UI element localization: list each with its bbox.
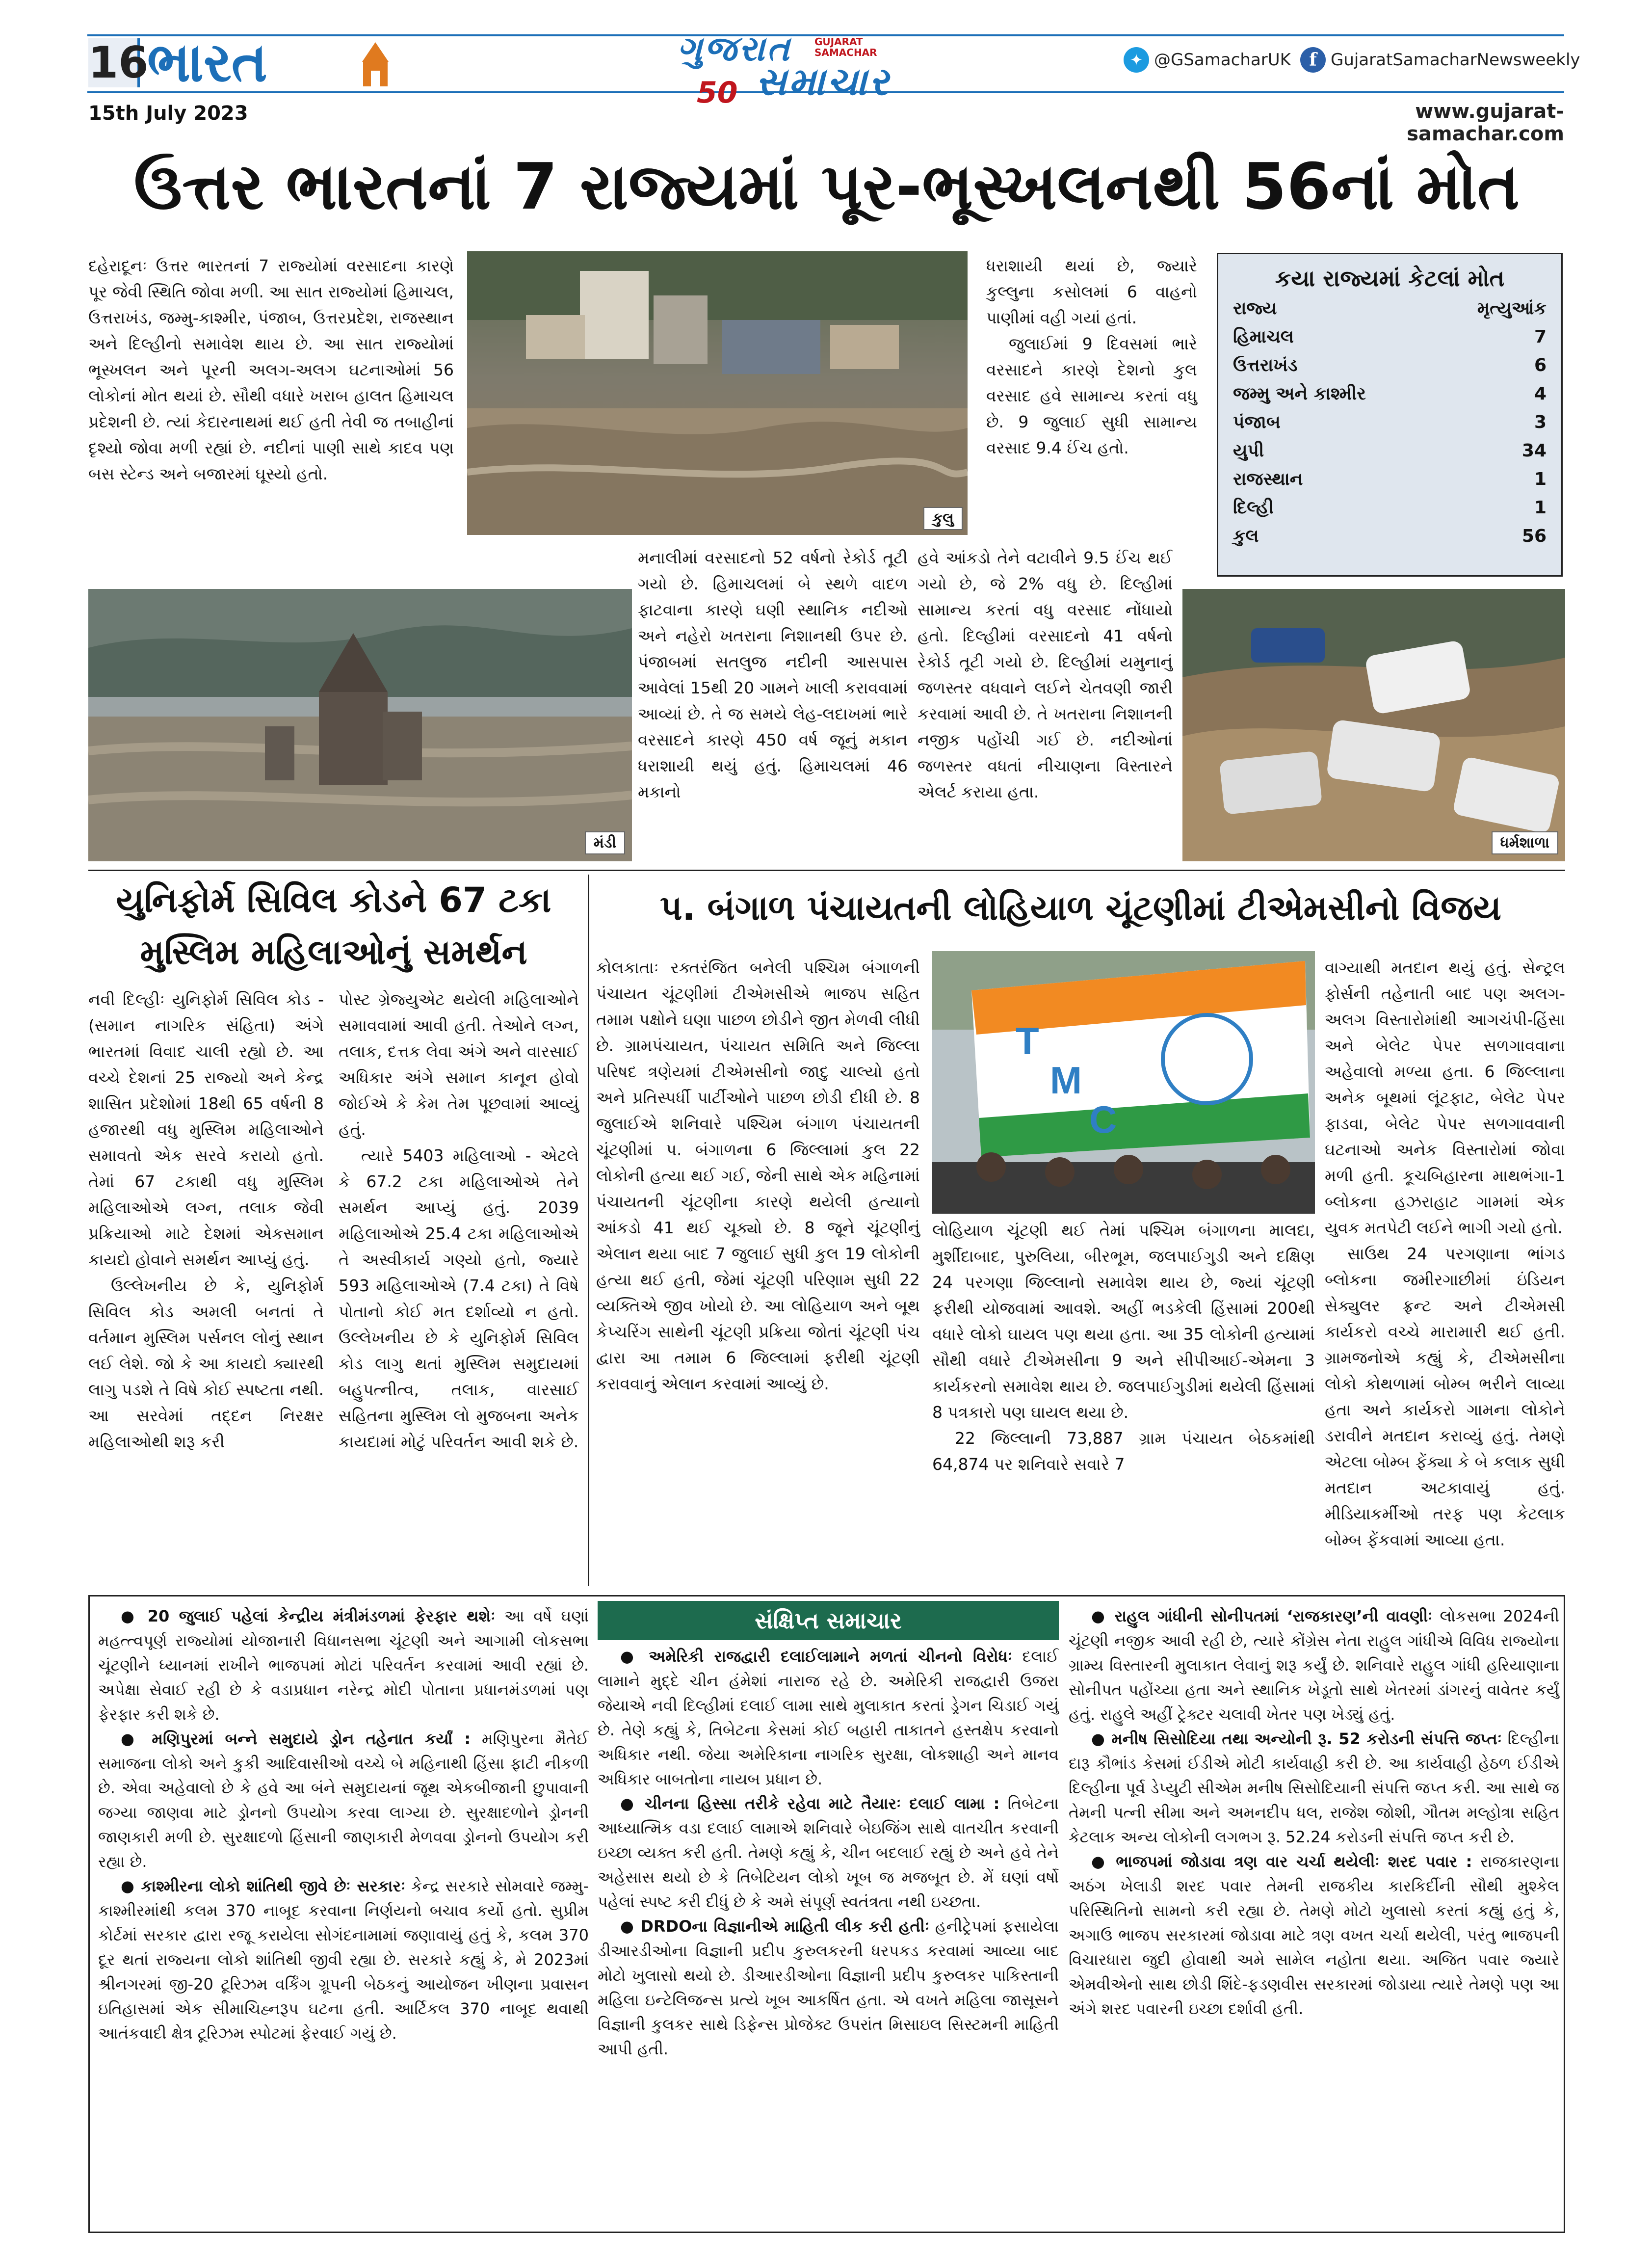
paper-tag: GUJARAT SAMACHAR — [814, 36, 877, 58]
death-count: 1 — [1534, 498, 1547, 518]
brief-body: મણિપુરના મૈતેઈ સમાજના લોકો અને કુકી આદિવાસીઓ વચ્ચે બે મહિનાથી હિંસા ફાટી નીકળી છે. એવા અહેવાલો છે કે હવે આ બંને સમુદાયનાં જૂથ એકબીજાની છુપાવાની જગ્યા જાણવા માટે ડ્રોનનો ઉપયોગ કરવા લાગ્યા છે. સુરક્ષાદળોને ડ્રોનની જાણકારી મળી છે. સુરક્ષાદળો હિંસાની જાણકારી મેળવવા ડ્રોનનો ઉપયોગ કરી રહ્યા છે. — [98, 1729, 589, 1871]
facebook-icon: f — [1300, 47, 1326, 73]
death-count: 1 — [1534, 469, 1547, 489]
brief-title: મનીષ સિસોદિયા તથા અન્યોની રૂ. 52 કરોડની સંપત્તિ જપ્તઃ — [1111, 1729, 1502, 1748]
bullet-dot-icon: ● — [620, 1794, 645, 1813]
page-number: 16 — [88, 37, 149, 88]
brief-title: મણિપુરમાં બન્ને સમુદાયે ડ્રોન તહેનાત કર્યાં : — [152, 1729, 471, 1748]
table-row — [1230, 437, 1549, 465]
bengal-paragraph-1: કોલકાતાઃ રક્તરંજિત બનેલી પશ્ચિમ બંગાળની પંચાયત ચૂંટણીમાં ટીએમસીએ ભાજપ સહિત તમામ પક્ષોને ઘણા પાછળ છોડીને જીત મેળવી લીધી છે. ગ્રામપંચાયત, પંચાયત સમિતિ અને જિલ્લા પરિષદ ત્રણેયમાં ટીએમસીનો જાદુ ચાલ્યો હતો અને પ્રતિસ્પર્ધી પાર્ટીઓને પાછળ છોડી દીધી છે. 8 જુલાઈએ શનિવારે પશ્ચિમ બંગાળ પંચાયતની ચૂંટણીમાં પ. બંગાળના 6 જિલ્લામાં કુલ 22 લોકોની હત્યા થઈ ગઈ, જેની સાથે એક મહિનામાં પંચાયતની ચૂંટણીના કારણે થયેલી હત્યાનો આંકડો 41 થઈ ચૂક્યો છે. 8 જૂને ચૂંટણીનું એલાન થયા બાદ 7 જુલાઈ સુધી કુલ 19 લોકોની હત્યા થઈ હતી, જેમાં ચૂંટણી પરિણામ સુધી 22 વ્યક્તિએ જીવ ખોયો છે. આ લોહિયાળ અને બૂથ કેપ્ચરિંગ સાથેની ચૂંટણી પ્રક્રિયા જોતાં ચૂંટણી પંચ દ્વારા આ તમામ 6 જિલ્લામાં ફરીથી ચૂંટણી કરાવવાનું એલાન કરવામાં આવ્યું છે. — [596, 958, 920, 1393]
briefs-left-column — [98, 1604, 589, 2227]
lead-paragraph-3: ધરાશાયી થયાં છે, જ્યારે કુલ્લુના કસોલમાં 6 વાહનો પાણીમાં વહી ગયાં હતાં. — [986, 256, 1197, 327]
bullet-dot-icon: ● — [620, 1917, 641, 1936]
brief-body: લોકસભા 2024ની ચૂંટણી નજીક આવી રહી છે, ત્યારે કોંગ્રેસ નેતા રાહુલ ગાંધીએ વિવિધ રાજ્યોના ગ્રામ્ય વિસ્તારની મુલાકાત લેવાનું શરૂ કર્યું છે. શનિવારે રાહુલ ગાંધી હરિયાણાના સોનીપત પહોંચ્યા હતા અને સ્થાનિક ખેડૂતો સાથે ખેતરમાં ડાંગરનું વાવેતર કર્યું હતું. રાહુલે અહીં ટ્રેક્ટર ચલાવી ખેતર પણ ખેડ્યું હતું. — [1069, 1607, 1560, 1724]
list-item — [1069, 1604, 1559, 1727]
brief-title: અમેરિકી રાજદ્વારી દલાઈલામાને મળતાં ચીનનો વિરોધઃ — [649, 1647, 1013, 1666]
ucc-paragraph-1: નવી દિલ્હીઃ યુનિફોર્મ સિવિલ કોડ - (સમાન નાગરિક સંહિતા) અંગે ભારતમાં વિવાદ ચાલી રહ્યો છે. આ વચ્ચે દેશનાં 25 રાજ્યો અને કેન્દ્ર શાસિત પ્રદેશોમાં 18થી 65 વર્ષની 8 હજારથી વધુ મુસ્લિમ મહિલાઓને સમાવતો એક સરવે કરાયો હતો. તેમાં 67 ટકાથી વધુ મુસ્લિમ મહિલાઓએ લગ્ન, તલાક જેવી પ્રક્રિયાઓ માટે દેશમાં એકસમાન કાયદો હોવાને સમર્થન આપ્યું હતું. — [88, 990, 324, 1269]
photo-kullu — [467, 251, 968, 535]
brief-title: DRDOના વિજ્ઞાનીએ માહિતી લીક કરી હતીઃ — [640, 1917, 930, 1936]
death-count: 4 — [1534, 384, 1547, 404]
list-item — [1069, 1849, 1559, 2021]
lead-paragraph-4: હવે આંકડો તેને વટાવીને 9.5 ઈંચ થઈ ગયો છે, જે 2% વધુ છે. દિલ્હીમાં સામાન્ય કરતાં વધુ વરસાદ નોંધાયો હતો. દિલ્હીમાં વરસાદનો 41 વર્ષનો રેકોર્ડ તૂટી ગયો છે. દિલ્હીમાં યમુનાનું જળસ્તર વધવાને લઈને ચેતવણી જારી કરવામાં આવી છે. તે ખતરાના નિશાનની નજીક પહોંચી ગઈ છે. નદીઓનાં જળસ્તર વધતાં નીચાણના વિસ્તારને એલર્ટ કરાયા હતા. — [918, 548, 1173, 801]
death-count: 56 — [1521, 526, 1547, 546]
section-title: ભારત — [147, 30, 267, 94]
brief-body: રાજકારણના અઠંગ ખેલાડી શરદ પવાર તેમની રાજકીય કારકિર્દીની સૌથી મુશ્કેલ પરિસ્થિતિનો સામનો કરી રહ્યા છે. તેમણે મોટો ખુલાસો કરતાં કહ્યું હતું કે, અગાઉ ભાજપ સરકારમાં જોડાવા માટે ત્રણ વખત ચર્ચા થયેલી, પરંતુ ભાજપની વિચારધારા જુદી હોવાથી અમે સામેલ નહોતા થયા. અજિત પવાર જ્યારે એમવીએનો સાથ છોડી શિંદે-ફડણવીસ સરકારમાં જોડાયા ત્યારે તેમણે પણ આ અંગે શરદ પવારની ઇચ્છા દર્શાવી હતી. — [1069, 1852, 1559, 2018]
brief-body: હનીટ્રેપમાં ફસાયેલા ડીઆરડીઓના વિજ્ઞાની પ્રદીપ કુરુલકરની ધરપકડ કરવામાં આવ્યા બાદ મોટો ખુલાસો થયો છે. ડીઆરડીઓના વિજ્ઞાની પ્રદીપ કુરુલકર પાકિસ્તાની મહિલા ઇન્ટેલિજન્સ પ્રત્યે ખૂબ આકર્ષિત હતા. એ વખતે મહિલા જાસૂસને વિજ્ઞાની કુલકર સાથે ડિફેન્સ પ્રોજેક્ટ ઉપરાંત મિસાઇલ સિસ્ટમની માહિતી આપી હતી. — [598, 1917, 1059, 2058]
brief-body: દલાઈ લામાને મુદ્દે ચીન હંમેશાં નારાજ રહે છે. અમેરિકી રાજદ્વારી ઉજરા જેયાએ નવી દિલ્હીમાં દલાઈ લામા સાથે મુલાકાત કરતાં ડ્રેગન ચિડાઈ ગયું છે. તેણે કહ્યું કે, તિબેટના કેસમાં કોઈ બહારી તાકાતને હસ્તક્ષેપ કરવાનો અધિકાર નથી. જેયા અમેરિકાના નાગરિક સુરક્ષા, લોકશાહી અને માનવ અધિકાર બાબતોના નાયબ પ્રધાન છે. — [598, 1647, 1059, 1788]
bullet-dot-icon: ● — [1091, 1852, 1116, 1871]
lead-paragraph-3b: જુલાઈમાં 9 દિવસમાં ભારે વરસાદને કારણે દેશનો કુલ વરસાદ હવે સામાન્ય કરતાં વધુ છે. 9 જુલાઈ સુધી સામાન્ય વરસાદ 9.4 ઈંચ હતો. — [986, 334, 1197, 457]
lead-column-1 — [88, 253, 454, 567]
bengal-headline: પ. બંગાળ પંચાયતની લોહિયાળ ચૂંટણીમાં ટીએમસીનો વિજય — [660, 888, 1501, 928]
bullet-dot-icon: ● — [1091, 1607, 1115, 1625]
twitter-handle-label: @GSamacharUK — [1154, 50, 1291, 70]
list-item — [598, 1914, 1059, 2061]
list-item — [598, 1644, 1059, 1791]
death-count: 3 — [1534, 412, 1547, 432]
paper-name-bottom: સમાચાર — [756, 60, 891, 104]
brief-title: ચીનના હિસ્સા તરીકે રહેવા માટે તૈયારઃ દલાઈ લામા : — [645, 1794, 1000, 1813]
svg-text:T: T — [1016, 1019, 1039, 1063]
col-state-header: રાજ્ય — [1233, 298, 1277, 319]
brief-title: ભાજપમાં જોડાવા ત્રણ વાર ચર્ચા થયેલીઃ શરદ પવાર : — [1116, 1852, 1472, 1871]
photo-tmc-rally — [932, 951, 1315, 1214]
bengal-paragraph-2: લોહિયાળ ચૂંટણી થઈ તેમાં પશ્ચિમ બંગાળના માલદા, મુર્શીદાબાદ, પુરુલિયા, બીરભૂમ, જલપાઈગુડી અને દક્ષિણ 24 પરગણા જિલ્લાનો સમાવેશ થાય છે, જ્યાં ચૂંટણી ફરીથી યોજવામાં આવશે. અહીં ભડકેલી હિંસામાં 200થી વધારે લોકો ઘાયલ પણ થયા હતા. આ 35 લોકોની હત્યામાં સૌથી વધારે ટીએમસીના 9 અને સીપીઆઈ-એમના 3 કાર્યકરનો સમાવેશ થાય છે. જલપાઈગુડીમાં થયેલી હિંસામાં 8 પત્રકારો પણ ઘાયલ થયા છે. — [932, 1221, 1315, 1422]
facebook-page-label: GujaratSamacharNewsweekly — [1331, 50, 1580, 70]
website-link[interactable]: www.gujarat-samachar.com — [1407, 100, 1564, 145]
state-name: કુલ — [1233, 526, 1259, 546]
list-item — [598, 1791, 1059, 1914]
death-count: 7 — [1534, 327, 1547, 347]
table-row — [1230, 494, 1549, 522]
twitter-icon: ✦ — [1124, 47, 1149, 73]
ucc-column-2 — [339, 986, 579, 1585]
bullet-dot-icon: ● — [620, 1647, 649, 1666]
bengal-column-2 — [932, 1217, 1315, 1585]
state-name: ઉત્તરાખંડ — [1233, 355, 1298, 375]
briefs-section-header: સંક્ષિપ્ત સમાચાર — [598, 1601, 1059, 1640]
table-row — [1230, 323, 1549, 351]
deaths-table — [1230, 294, 1549, 551]
paper-logo — [667, 28, 922, 110]
state-name: યુપી — [1233, 441, 1264, 461]
lead-column-3 — [986, 253, 1197, 567]
briefs-middle-column — [598, 1644, 1059, 2228]
list-item — [1069, 1727, 1559, 1849]
table-row — [1230, 380, 1549, 408]
brief-body: આ વર્ષે ઘણાં મહત્ત્વપૂર્ણ રાજ્યોમાં યોજાનારી વિધાનસભા ચૂંટણી અને આગામી લોકસભા ચૂંટણીને ધ્યાનમાં રાખીને ભાજપમાં મોટાં પરિવર્તન કરવામાં આવી રહ્યાં છે. અપેક્ષા સેવાઈ રહી છે કે વડાપ્રધાન નરેન્દ્ર મોદી પોતાના પ્રધાનમંડળમાં પણ ફેરફાર કરી શકે છે. — [98, 1607, 589, 1724]
svg-text:M: M — [1050, 1059, 1082, 1102]
ucc-headline-line-2: મુસ્લિમ મહિલાઓનું સમર્થન — [140, 932, 527, 972]
paper-name-top: ગુજરાત — [677, 28, 792, 69]
lead-paragraph-1: દહેરાદૂનઃ ઉત્તર ભારતનાં 7 રાજ્યોમાં વરસાદના કારણે પૂર જેવી સ્થિતિ જોવા મળી. આ સાત રાજ્યોમાં હિમાચલ, ઉત્તરાખંડ, જમ્મુ-કાશ્મીર, પંજાબ, ઉત્તરપ્રદેશ, રાજસ્થાન અને દિલ્હીનો સમાવેશ થાય છે. આ સાત રાજ્યોમાં ભૂસ્ખલન અને પૂરની અલગ-અલગ ઘટનાઓમાં 56 લોકોનાં મોત થયાં છે. સૌથી વધારે ખરાબ હાલત હિમાચલ પ્રદેશની છે. ત્યાં કેદારનાથમાં થઈ હતી તેવી જ તબાહીનાં દૃશ્યો જોવા મળી રહ્યાં છે. નદીનાં પાણી સાથે કાદવ પણ બસ સ્ટેન્ડ અને બજારમાં ઘૂસ્યો હતો. — [88, 256, 454, 483]
bengal-paragraph-3: વાગ્યાથી મતદાન થયું હતું. સેન્ટ્રલ ફોર્સની તહેનાતી બાદ પણ અલગ-અલગ વિસ્તારોમાંથી આગચંપી-હિંસા અને બેલેટ પેપર સળગાવવાના અહેવાલો મળ્યા હતા. 6 જિલ્લાના અનેક બૂથમાં લૂંટફાટ, બેલેટ પેપર ફાડવા, બેલેટ પેપર સળગાવવાની ઘટનાઓ અનેક વિસ્તારોમાં જોવા મળી હતી. કૂચબિહારના માથભંગા-1 બ્લોકના હઝરાહાટ ગામમાં એક યુવક મતપેટી લઈને ભાગી ગયો હતો. — [1325, 958, 1565, 1237]
divider — [88, 870, 1565, 871]
anniversary-badge: 50 — [697, 76, 738, 110]
bullet-dot-icon: ● — [1091, 1729, 1112, 1748]
list-item — [98, 1604, 589, 1727]
ucc-paragraph-2b: ત્યારે 5403 મહિલાઓ - એટલે કે 67.2 ટકા મહિલાઓએ તેને સમર્થન આપ્યું હતું. 2039 મહિલાઓએ 25.4 ટકા મહિલાઓએ તે અસ્વીકાર્ય ગણ્યો હતો, જ્યારે 593 મહિલાઓએ (7.4 ટકા) તે વિષે પોતાનો કોઈ મત દર્શાવ્યો ન હતો. ઉલ્લેખનીય છે કે યુનિફોર્મ સિવિલ કોડ લાગુ થતાં મુસ્લિમ સમુદાયમાં બહુપત્નીત્વ, તલાક, વારસાઈ સહિતના મુસ્લિમ લો મુજબના અનેક કાયદામાં મોટું પરિવર્તન આવી શકે છે. — [339, 1146, 579, 1451]
ucc-paragraph-2: પોસ્ટ ગ્રેજ્યુએટ થયેલી મહિલાઓને સમાવવામાં આવી હતી. તેઓને લગ્ન, તલાક, દત્તક લેવા અંગે અને વારસાઈ અધિકાર અંગે સમાન કાનૂન હોવો જોઈએ કે કેમ તેમ પૂછવામાં આવ્યું હતું. — [339, 990, 579, 1139]
lead-headline: ઉત્તર ભારતનાં 7 રાજ્યમાં પૂર-ભૂસ્ખલનથી 56નાં મોત — [133, 149, 1520, 224]
state-name: હિમાચલ — [1233, 327, 1294, 347]
brief-title: કાશ્મીરના લોકો શાંતિથી જીવે છેઃ સરકારઃ — [141, 1877, 406, 1895]
bengal-column-3 — [1325, 955, 1565, 1588]
table-row — [1230, 522, 1549, 551]
deaths-table-header — [1230, 294, 1549, 323]
facebook-page[interactable] — [1300, 45, 1580, 75]
bullet-dot-icon: ● — [121, 1607, 148, 1625]
bengal-paragraph-2b: 22 જિલ્લાની 73,887 ગ્રામ પંચાયત બેઠકમાંથી 64,874 પર શનિવારે સવારે 7 — [932, 1429, 1315, 1474]
state-name: જમ્મુ અને કાશ્મીર — [1233, 384, 1366, 404]
bullet-dot-icon: ● — [121, 1729, 152, 1748]
state-name: રાજસ્થાન — [1233, 469, 1303, 489]
brief-body: કેન્દ્ર સરકારે સોમવારે જમ્મુ-કાશ્મીરમાંથી કલમ 370 નાબૂદ કરવાના નિર્ણયનો બચાવ કર્યો હતો. સુપ્રીમ કોર્ટમાં સરકાર દ્વારા રજૂ કરાયેલા સોગંદનામામાં જણાવાયું હતું કે, કલમ 370 દૂર થતાં રાજ્યના લોકો શાંતિથી જીવી રહ્યા છે. સરકારે કહ્યું કે, મે 2023માં શ્રીનગરમાં જી-20 ટૂરિઝમ વર્કિંગ ગ્રૂપની બેઠકનું આયોજન ખીણના પ્રવાસન ઇતિહાસમાં એક સીમાચિહ્નરૂપ ઘટના હતી. આર્ટિકલ 370 નાબૂદ થવાથી આતંકવાદી ક્ષેત્ર ટૂરિઝમ સ્પોટમાં ફેરવાઈ ગયું છે. — [98, 1877, 589, 2043]
bullet-dot-icon: ● — [121, 1877, 141, 1895]
photo-mandi — [88, 589, 632, 861]
list-item — [98, 1727, 589, 1874]
brief-title: 20 જુલાઈ પહેલાં કેન્દ્રીય મંત્રીમંડળમાં ફેરફાર થશેઃ — [147, 1607, 496, 1625]
deaths-table-box — [1217, 253, 1563, 577]
list-item — [98, 1874, 589, 2046]
bengal-paragraph-3b: સાઉથ 24 પરગણાના ભાંગડ બ્લોકના જમીરગાછીમાં ઇંડિયન સેક્યુલર ફ્રન્ટ અને ટીએમસી કાર્યકરો વચ્ચે મારામારી થઈ હતી. ગ્રામજનોએ કહ્યું કે, ટીએમસીના લોકો કોથળામાં બોમ્બ ભરીને લાવ્યા હતા અને કાર્યકરો ગામના લોકોને ડરાવીને મતદાન કરાવ્યું હતું. તેમણે એટલા બોમ્બ ફેંક્યા કે બે કલાક સુધી મતદાન અટકાવાયું હતું. મીડિયાકર્મીઓ તરફ પણ કેટલાક બોમ્બ ફેંકવામાં આવ્યા હતા. — [1325, 1244, 1565, 1549]
temple-icon — [358, 42, 393, 86]
photo-dharamshala — [1182, 589, 1565, 861]
photo-mandi-caption: મંડી — [585, 831, 625, 854]
ucc-headline-line-1: યુનિફોર્મ સિવિલ કોડને 67 ટકા — [116, 880, 551, 920]
state-name: પંજાબ — [1233, 412, 1281, 432]
lead-column-4 — [918, 545, 1173, 864]
twitter-handle[interactable] — [1124, 45, 1291, 75]
photo-dharamshala-caption: ધર્મશાળા — [1492, 831, 1558, 854]
bengal-column-1 — [596, 955, 920, 1588]
state-name: દિલ્હી — [1233, 498, 1274, 518]
death-count: 6 — [1534, 355, 1547, 375]
brief-title: રાહુલ ગાંધીની સોનીપતમાં ‘રાજકારણ’ની વાવણીઃ — [1114, 1607, 1433, 1625]
deaths-table-title: કયા રાજ્યમાં કેટલાં મોત — [1275, 265, 1505, 292]
photo-kullu-caption: કુલુ — [923, 507, 963, 530]
issue-date: 15th July 2023 — [88, 102, 248, 125]
lead-paragraph-2: મનાલીમાં વરસાદનો 52 વર્ષનો રેકોર્ડ તૂટી ગયો છે. હિમાચલમાં બે સ્થળે વાદળ ફાટવાના કારણે ઘણી સ્થાનિક નદીઓ અને નહેરો ખતરાના નિશાનથી ઉપર છે. પંજાબમાં સતલુજ નદીની આસપાસ આવેલાં 15થી 20 ગામને ખાલી કરાવવામાં આવ્યાં છે. તે જ સમયે લેહ-લદાખમાં ભારે વરસાદને કારણે 450 વર્ષ જૂનું મકાન ધરાશાયી થયું હતું. હિમાચલમાં 46 મકાનો — [638, 548, 908, 801]
svg-text:C: C — [1089, 1098, 1117, 1141]
table-row — [1230, 351, 1549, 380]
col-count-header: મૃત્યુઆંક — [1477, 298, 1547, 319]
table-row — [1230, 465, 1549, 494]
table-row — [1230, 408, 1549, 437]
briefs-right-column — [1069, 1604, 1559, 2227]
brief-body: દિલ્હીના દારૂ કૌભાંડ કેસમાં ઈડીએ મોટી કાર્યવાહી કરી છે. આ કાર્યવાહી હેઠળ ઈડીએ દિલ્હીના પૂર્વ ડેપ્યુટી સીએમ મનીષ સિસોદિયાની સંપત્તિ જપ્ત કરી. આ સાથે જ તેમની પત્ની સીમા અને અમનદીપ ધલ, રાજેશ જોશી, ગૌતમ મલ્હોત્રા સહિત કેટલાક અન્ય લોકોની લગભગ રૂ. 52.24 કરોડની સંપત્તિ જપ્ત કરી છે. — [1069, 1729, 1560, 1846]
vertical-divider — [588, 875, 589, 1586]
death-count: 34 — [1521, 441, 1547, 461]
lead-column-2 — [638, 545, 908, 864]
brief-body: તિબેટના આધ્યાત્મિક વડા દલાઈ લામાએ શનિવારે બેઇજિંગ સાથે વાતચીત કરવાની ઇચ્છા વ્યક્ત કરી હતી. તેમણે કહ્યું કે, ચીન બદલાઈ રહ્યું છે અને હવે તેને અહેસાસ થયો છે કે તિબેટિયન લોકો ખૂબ જ મજબૂત છે. મેં ઘણાં વર્ષો પહેલાં સ્પષ્ટ કરી દીધું છે કે અમે સંપૂર્ણ સ્વતંત્રતા નથી ઇચ્છતા. — [598, 1794, 1059, 1911]
ucc-column-1 — [88, 986, 324, 1585]
ucc-paragraph-1b: ઉલ્લેખનીય છે કે, યુનિફોર્મ સિવિલ કોડ અમલી બનતાં તે વર્તમાન મુસ્લિમ પર્સનલ લોનું સ્થાન લઈ લેશે. જો કે આ કાયદો ક્યારથી લાગુ પડશે તે વિષે કોઈ સ્પષ્ટતા નથી. આ સરવેમાં તદ્દન નિરક્ષર મહિલાઓથી શરૂ કરી — [88, 1276, 324, 1451]
